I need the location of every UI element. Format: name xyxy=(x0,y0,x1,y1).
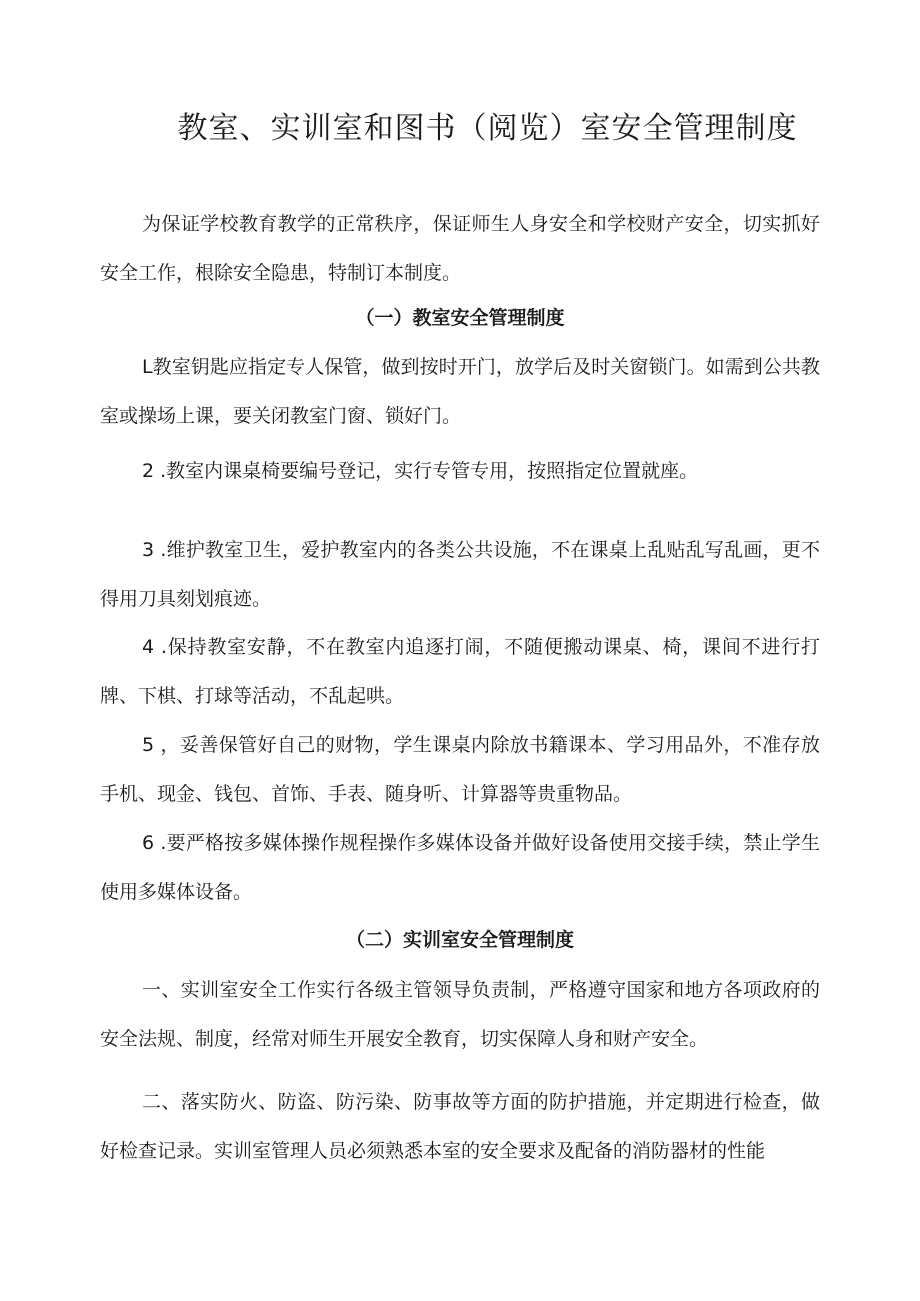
document-title: 教室、实训室和图书（阅览）室安全管理制度 xyxy=(177,111,798,146)
training-room-rule-1: 一、实训室安全工作实行各级主管领导负责制，严格遵守国家和地方各项政府的安全法规、制度，经常对师生开展安全教育，切实保障人身和财产安全。 xyxy=(100,979,820,1050)
section-heading-classroom: （一）教室安全管理制度 xyxy=(355,307,565,329)
section-heading-training-room: （二）实训室安全管理制度 xyxy=(345,929,574,951)
classroom-rule-1: L教室钥匙应指定专人保管，做到按时开门，放学后及时关窗锁门。如需到公共教室或操场上课，要关闭教室门窗、锁好门。 xyxy=(100,356,820,427)
classroom-rule-3: 3 .维护教室卫生，爱护教室内的各类公共设施，不在课桌上乱贴乱写乱画，更不得用刀具刻划痕迹。 xyxy=(100,539,820,610)
classroom-rule-4: 4 .保持教室安静，不在教室内追逐打闹，不随便搬动课桌、椅，课间不进行打牌、下棋、打球等活动，不乱起哄。 xyxy=(100,636,820,707)
classroom-rule-6: 6 .要严格按多媒体操作规程操作多媒体设备并做好设备使用交接手续，禁止学生使用多媒体设备。 xyxy=(100,832,820,903)
intro-paragraph: 为保证学校教育教学的正常秩序，保证师生人身安全和学校财产安全，切实抓好安全工作，根除安全隐患，特制订本制度。 xyxy=(100,213,820,284)
training-room-rule-2: 二、落实防火、防盗、防污染、防事故等方面的防护措施，并定期进行检查，做好检查记录。实训室管理人员必须熟悉本室的安全要求及配备的消防器材的性能 xyxy=(100,1091,820,1162)
classroom-rule-2: 2 .教室内课桌椅要编号登记，实行专管专用，按照指定位置就座。 xyxy=(142,460,699,482)
classroom-rule-5: 5 ，妥善保管好自己的财物，学生课桌内除放书籍课本、学习用品外，不准存放手机、现金、钱包、首饰、手表、随身听、计算器等贵重物品。 xyxy=(100,734,820,805)
